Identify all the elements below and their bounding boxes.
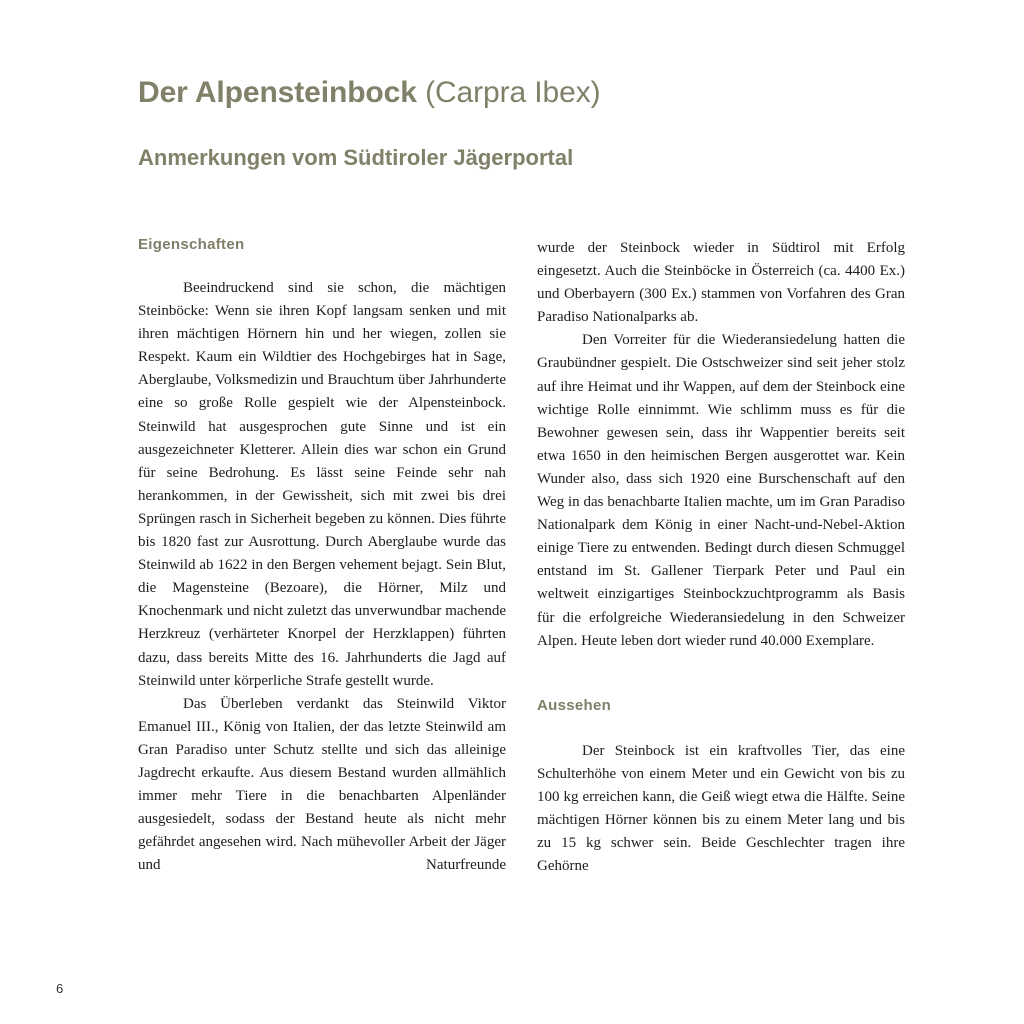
page-title: [138, 76, 601, 110]
paragraph-eigenschaften-2: Das Überleben verdankt das Steinwild Viktor Emanuel III., König von Italien, der das letzte Steinwild am Gran Paradiso unter Schutz stellte und sich das alleinige Jagdrecht erkaufte. Aus diesem Bestand wurden allmählich immer mehr Tiere in die benachbarten Alpenländer ausgesiedelt, sodass der Bestand heute als nicht mehr gefährdet angesehen wird. Nach mühevoller Arbeit der Jäger und Naturfreunde: [138, 695, 506, 874]
paragraph-aussehen-1: Der Steinbock ist ein kraftvolles Tier, das eine Schulterhöhe von einem Meter und ein Gewicht von bis zu 100 kg erreichen kann, die Geiß wiegt etwa die Hälfte. Seine mächtigen Hörner können bis zu einem Meter lang und bis zu 15 kg schwer sein. Beide Geschlechter tragen ihre Gehörne: [537, 742, 905, 875]
section-heading-eigenschaften: Eigenschaften: [138, 236, 245, 253]
paragraph-eigenschaften-3: Den Vorreiter für die Wiederansiedelung hatten die Graubündner gespielt. Die Ostschweizer sind seit jeher stolz auf ihre Heimat und ihr Wappen, auf dem der Steinbock eine wichtige Rolle einnimmt. Wie schlimm muss es für die Bewohner gewesen sein, dass ihr Wappentier bereits seit etwa 1650 in den heimischen Bergen ausgerottet war. Kein Wunder also, dass sich 1920 eine Burschenschaft auf den Weg in das benachbarte Italien machte, um im Gran Paradiso Nationalpark dem König in einer Nacht-und-Nebel-Aktion einige Tiere zu entwenden. Bedingt durch diesen Schmuggel entstand im St. Gallener Tierpark Peter und Paul ein weltweit einzigartiges Steinbockzuchtprogramm als Basis für die erfolgreiche Wiederansiedelung in den Schweizer Alpen. Heute leben dort wieder rund 40.000 Exemplare.: [537, 332, 905, 649]
paragraph-eigenschaften-2-continued: wurde der Steinbock wieder in Südtirol mit Erfolg eingesetzt. Auch die Steinböcke in Österreich (ca. 4400 Ex.) und Oberbayern (300 Ex.) stammen von Vorfahren des Gran Paradiso Nationalparks ab.: [537, 240, 905, 326]
title-main: Der Alpensteinbock: [138, 76, 417, 109]
paragraph-eigenschaften-1: Beeindruckend sind sie schon, die mächtigen Steinböcke: Wenn sie ihren Kopf langsam senken und mit ihren mächtigen Hörnern hin und her wiegen, zollen sie Respekt. Kaum ein Wildtier des Hochgebirges hat in Sage, Aberglaube, Volksmedizin und Brauchtum über Jahrhunderte eine so große Rolle gespielt wie der Alpensteinbock. Steinwild hat ausgesprochen gute Sinne und ist ein ausgezeichneter Kletterer. Allein dies war schon ein Grund für seine Bedrohung. Es lässt seine Feinde sehr nah herankommen, in der Gewissheit, sich mit zwei bis drei Sprüngen rasch in Sicherheit begeben zu können. Dies führte bis 1820 fast zur Ausrottung. Durch Aberglaube wurde das Steinwild ab 1622 in den Bergen vehement bejagt. Sein Blut, die Magensteine (Bezoare), die Hörner, Milz und Knochenmark und nicht zuletzt das unverwundbar machende Herzkreuz (verhärteter Knorpel der Herzklappen) führten dazu, dass bereits Mitte des 16. Jahrhunderts die Jagd auf Steinwild unter körperliche Strafe gestellt wurde.: [138, 280, 506, 689]
title-latin-name: (Carpra Ibex): [425, 76, 601, 109]
section-heading-aussehen: Aussehen: [537, 696, 612, 714]
right-column: [537, 237, 905, 878]
left-column: [138, 236, 506, 877]
page-number: 6: [56, 981, 64, 996]
page-subtitle: Anmerkungen vom Südtiroler Jägerportal: [138, 145, 574, 170]
